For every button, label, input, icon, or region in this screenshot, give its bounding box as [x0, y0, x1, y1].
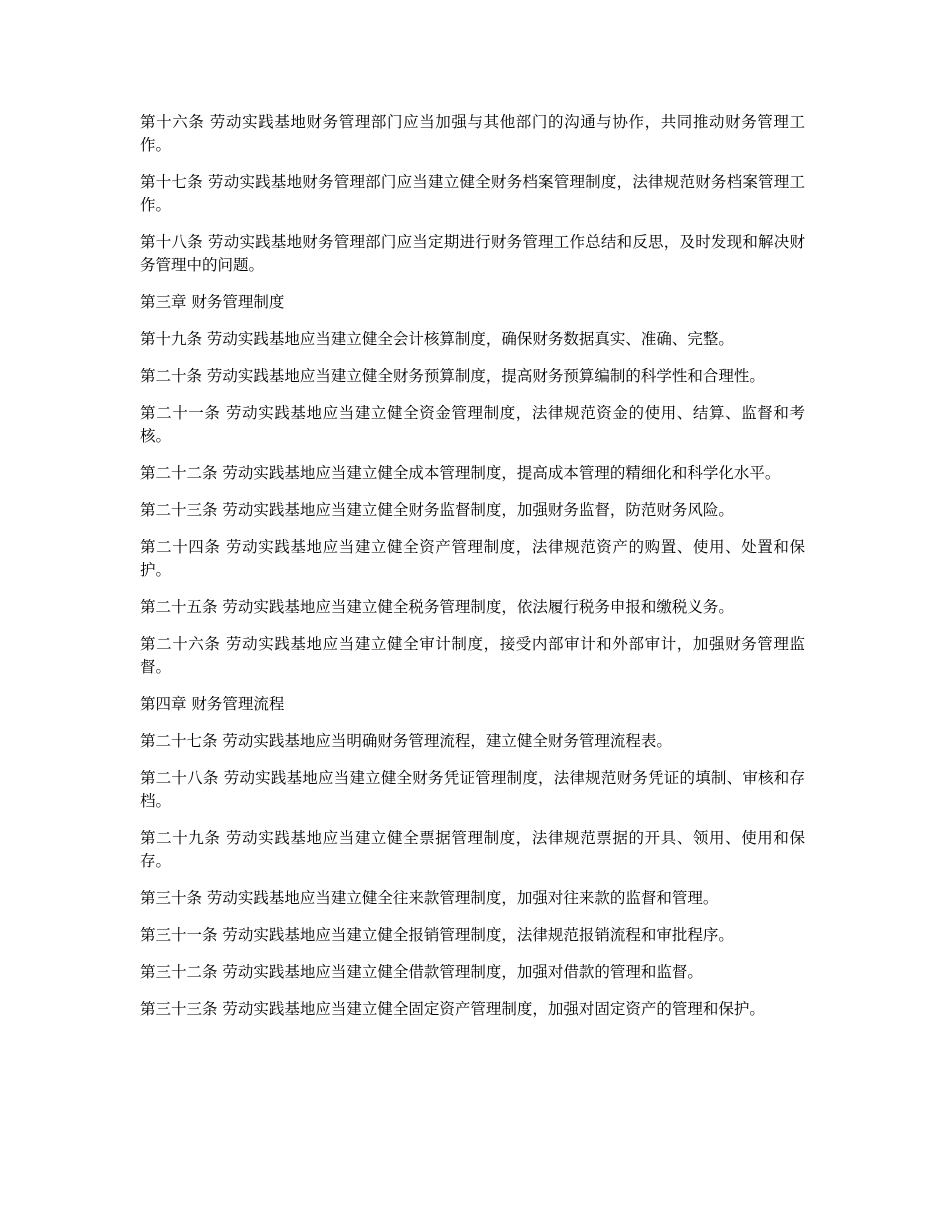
- article-22: 第二十二条 劳动实践基地应当建立健全成本管理制度，提高成本管理的精细化和科学化水平。: [140, 464, 781, 482]
- article-27: 第二十七条 劳动实践基地应当明确财务管理流程，建立健全财务管理流程表。: [140, 732, 672, 750]
- article-19: 第十九条 劳动实践基地应当建立健全会计核算制度，确保财务数据真实、准确、完整。: [140, 330, 734, 348]
- article-26: 第二十六条 劳动实践基地应当建立健全审计制度，接受内部审计和外部审计，加强财务管理监督。: [140, 635, 805, 676]
- article-30: 第三十条 劳动实践基地应当建立健全往来款管理制度，加强对往来款的监督和管理。: [140, 889, 719, 907]
- chapter-3-heading: 第三章 财务管理制度: [140, 293, 285, 311]
- article-23: 第二十三条 劳动实践基地应当建立健全财务监督制度，加强财务监督，防范财务风险。: [140, 501, 734, 519]
- article-33: 第三十三条 劳动实践基地应当建立健全固定资产管理制度，加强对固定资产的管理和保护。: [140, 1000, 765, 1018]
- article-29: 第二十九条 劳动实践基地应当建立健全票据管理制度，法律规范票据的开具、领用、使用和保存。: [140, 829, 805, 870]
- article-21: 第二十一条 劳动实践基地应当建立健全资金管理制度，法律规范资金的使用、结算、监督和考核。: [140, 404, 805, 445]
- article-20: 第二十条 劳动实践基地应当建立健全财务预算制度，提高财务预算编制的科学性和合理性。: [140, 367, 765, 385]
- article-31: 第三十一条 劳动实践基地应当建立健全报销管理制度，法律规范报销流程和审批程序。: [140, 926, 734, 944]
- document-body: [140, 111, 805, 1035]
- chapter-4-heading: 第四章 财务管理流程: [140, 695, 285, 713]
- article-24: 第二十四条 劳动实践基地应当建立健全资产管理制度，法律规范资产的购置、使用、处置和保护。: [140, 538, 805, 579]
- article-17: 第十七条 劳动实践基地财务管理部门应当建立健全财务档案管理制度，法律规范财务档案管理工作。: [140, 173, 805, 214]
- article-32: 第三十二条 劳动实践基地应当建立健全借款管理制度，加强对借款的管理和监督。: [140, 963, 703, 981]
- article-28: 第二十八条 劳动实践基地应当建立健全财务凭证管理制度，法律规范财务凭证的填制、审核和存档。: [140, 769, 805, 810]
- article-18: 第十八条 劳动实践基地财务管理部门应当定期进行财务管理工作总结和反思，及时发现和解决财务管理中的问题。: [140, 233, 805, 274]
- article-25: 第二十五条 劳动实践基地应当建立健全税务管理制度，依法履行税务申报和缴税义务。: [140, 598, 734, 616]
- article-16: 第十六条 劳动实践基地财务管理部门应当加强与其他部门的沟通与协作，共同推动财务管理工作。: [140, 113, 805, 154]
